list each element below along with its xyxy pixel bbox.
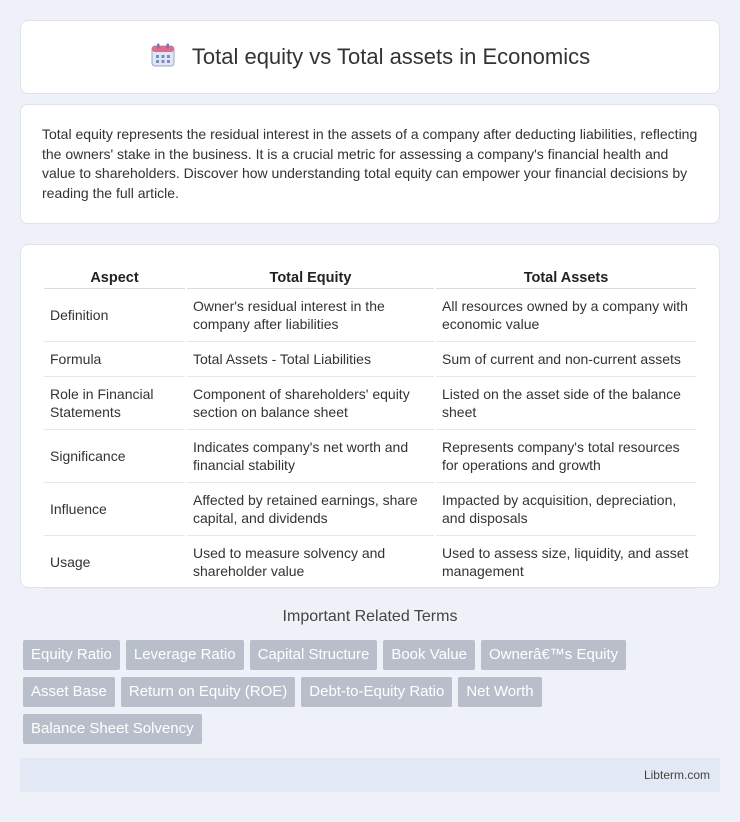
table-cell-equity: Used to measure solvency and shareholder value xyxy=(187,536,434,589)
table-cell-assets: All resources owned by a company with economic value xyxy=(436,289,696,342)
table-row xyxy=(44,342,696,377)
tag-net-worth[interactable]: Net Worth xyxy=(458,677,541,707)
tag-debt-to-equity-ratio[interactable]: Debt-to-Equity Ratio xyxy=(301,677,452,707)
calendar-icon xyxy=(150,42,176,73)
table-row xyxy=(44,483,696,536)
header-inner xyxy=(150,42,590,73)
table-cell-aspect: Usage xyxy=(44,536,185,589)
table-cell-equity: Owner's residual interest in the company after liabilities xyxy=(187,289,434,342)
table-cell-assets: Used to assess size, liquidity, and asset management xyxy=(436,536,696,589)
table-cell-equity: Component of shareholders' equity section on balance sheet xyxy=(187,377,434,430)
table-cell-equity: Affected by retained earnings, share capital, and dividends xyxy=(187,483,434,536)
footer-brand-link[interactable]: Libterm.com xyxy=(643,768,710,782)
table-row xyxy=(44,536,696,589)
tag-asset-base[interactable]: Asset Base xyxy=(23,677,115,707)
tag-capital-structure[interactable]: Capital Structure xyxy=(250,640,378,670)
table-cell-aspect: Formula xyxy=(44,342,185,377)
tag-balance-sheet-solvency[interactable]: Balance Sheet Solvency xyxy=(23,714,202,744)
footer xyxy=(20,758,720,792)
tag-owners-equity[interactable]: Ownerâ€™s Equity xyxy=(481,640,626,670)
table-cell-assets: Represents company's total resources for operations and growth xyxy=(436,430,696,483)
comparison-table-card xyxy=(20,244,720,588)
table-cell-assets: Impacted by acquisition, depreciation, and disposals xyxy=(436,483,696,536)
tag-leverage-ratio[interactable]: Leverage Ratio xyxy=(126,640,244,670)
header-card xyxy=(20,20,720,94)
related-terms-title: Important Related Terms xyxy=(282,608,458,625)
table-cell-aspect: Definition xyxy=(44,289,185,342)
table-cell-aspect: Significance xyxy=(44,430,185,483)
page-title: Total equity vs Total assets in Economics xyxy=(191,44,591,69)
table-row xyxy=(44,289,696,342)
table-cell-aspect: Influence xyxy=(44,483,185,536)
table-header-row xyxy=(44,267,696,289)
intro-text: Total equity represents the residual interest in the assets of a company after deducting liabilities, reflecting the owners' stake in the business. It is a crucial metric for assessing a company's financial health and value to shareholders. Discover how understanding total equity can empower your financial decisions by reading the full article. xyxy=(42,126,698,201)
column-header-total-assets: Total Assets xyxy=(436,267,696,289)
table-cell-equity: Total Assets - Total Liabilities xyxy=(187,342,434,377)
tag-return-on-equity[interactable]: Return on Equity (ROE) xyxy=(121,677,295,707)
table-cell-assets: Sum of current and non-current assets xyxy=(436,342,696,377)
table-cell-aspect: Role in Financial Statements xyxy=(44,377,185,430)
intro-card xyxy=(20,104,720,224)
table-cell-assets: Listed on the asset side of the balance sheet xyxy=(436,377,696,430)
related-terms-tags xyxy=(23,640,723,744)
column-header-total-equity: Total Equity xyxy=(187,267,434,289)
table-row xyxy=(44,430,696,483)
table-cell-equity: Indicates company's net worth and financial stability xyxy=(187,430,434,483)
table-row xyxy=(44,377,696,430)
column-header-aspect: Aspect xyxy=(44,267,185,289)
tag-equity-ratio[interactable]: Equity Ratio xyxy=(23,640,120,670)
tag-book-value[interactable]: Book Value xyxy=(383,640,475,670)
comparison-table xyxy=(42,267,698,589)
